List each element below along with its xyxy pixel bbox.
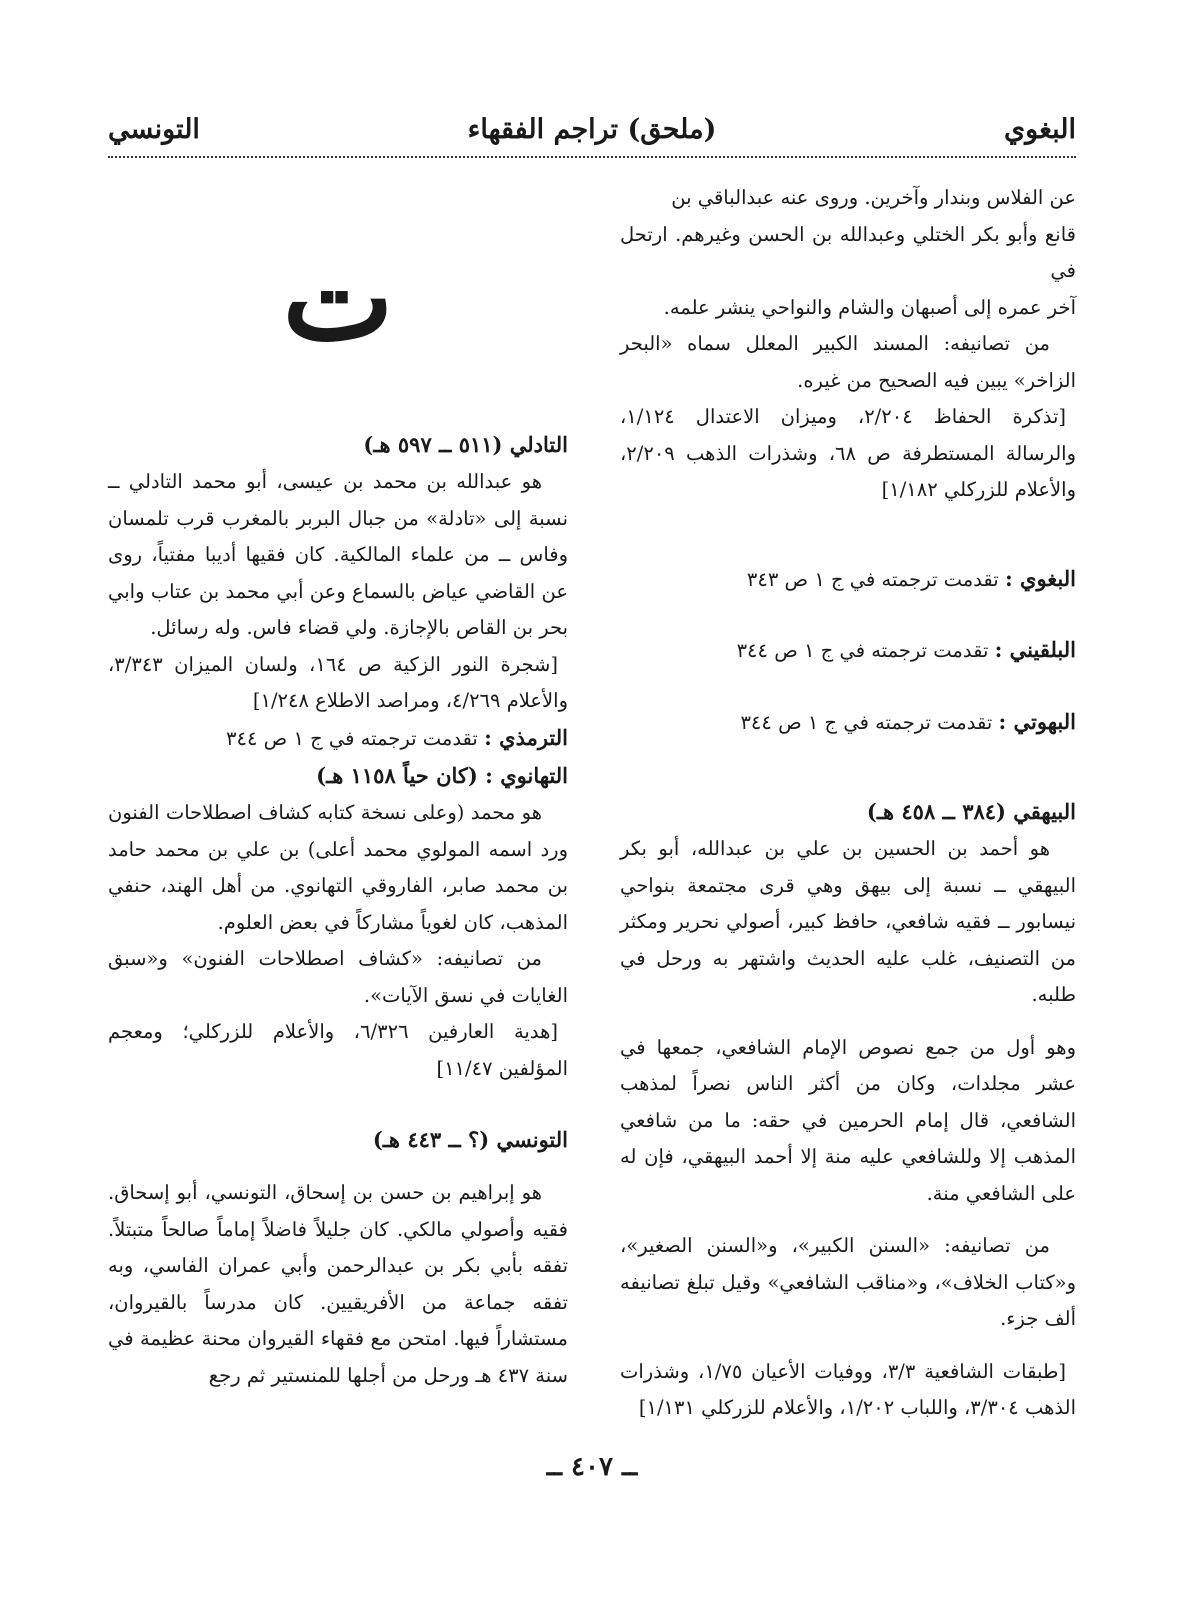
entry-name: البغوي : — [1004, 565, 1076, 591]
entry-paragraph: هو عبدالله بن محمد بن عيسى، أبو محمد التادلي ــ نسبة إلى «تادلة» من جبال البربر بالمغرب قرب تلمسان وفاس ــ من علماء المالكية. كان فقيها أديبا مفتياً، روى عن القاضي عياض بالسماع وعن أبي محمد بن عتاب وابي بحر بن القاص بالإجازة. ولي قضاء فاس. وله رسائل. — [108, 470, 568, 639]
cross-reference-buhuti — [620, 704, 1076, 742]
spacer — [620, 741, 1076, 793]
entry-name: الترمذي : — [484, 724, 568, 750]
spacer — [620, 598, 1076, 632]
entry-title-tahanawi: التهانوي : (كان حياً ١١٥٨ هـ) — [316, 763, 568, 788]
entry-paragraph: هو محمد (وعلى نسخة كتابه كشاف اصطلاحات الفنون ورد اسمه المولوي محمد أعلى) بن علي بن محمد حامد بن محمد صابر، الفاروقي التهانوي. من أهل الهند، حنفي المذهب، كان لغوياً مشاركاً في بعض العلوم. — [108, 801, 568, 934]
spacer — [620, 1338, 1076, 1354]
left-column — [108, 180, 568, 1394]
cross-reference-bulqini — [620, 632, 1076, 670]
entry-paragraph: وهو أول من جمع نصوص الإمام الشافعي، جمعها في عشر مجلدات، وكان من أكثر الناس نصراً لمذهب الشافعي، قال إمام الحرمين في حقه: ما من شافعي المذهب إلا وللشافعي عليه منة إلا أحمد البيهقي، فإن له على الشافعي منة. — [620, 1035, 1076, 1205]
header-right-name: البغوي — [1004, 114, 1076, 145]
continuation-line: قانع وأبو بكر الختلي وعبدالله بن الحسن وغيرهم. ارتحل في — [620, 222, 1076, 282]
entry-title-bayhaqi: البيهقي (٣٨٤ ــ ٤٥٨ هـ) — [866, 799, 1076, 824]
header-dotted-rule — [108, 156, 1076, 158]
spacer — [108, 1087, 568, 1121]
references-paragraph: [هدية العارفين ٦/٣٢٦، والأعلام للزركلي؛ ومعجم المؤلفين ١١/٤٧] — [108, 1020, 568, 1080]
continuation-line: عن الفلاس وبندار وآخرين. وروى عنه عبدالباقي بن — [671, 186, 1076, 209]
references-paragraph: [تذكرة الحفاظ ٢/٢٠٤، وميزان الاعتدال ١/١٢٤، والرسالة المستطرفة ص ٦٨، وشذرات الذهب ٢/٢٠٩، والأعلام للزركلي ١/١٨٢] — [620, 405, 1076, 501]
spacer — [620, 1014, 1076, 1030]
spacer — [620, 670, 1076, 704]
cross-reference-text: تقدمت ترجمته في ج ١ ص ٣٤٣ — [746, 567, 999, 591]
running-header — [108, 110, 1076, 150]
entry-name: البهوتي : — [998, 708, 1076, 734]
spacer — [620, 1212, 1076, 1228]
continuation-line: آخر عمره إلى أصبهان والشام والنواحي ينشر علمه. — [663, 295, 1076, 319]
references-paragraph: [طبقات الشافعية ٣/٣، ووفيات الأعيان ١/٧٥، وشذرات الذهب ٣/٣٠٤، واللباب ١/٢٠٢، والأعلام للزركلي ١/١٣١] — [620, 1359, 1076, 1419]
works-paragraph: من تصانيفه: المسند الكبير المعلل سماه «البحر الزاخر» يبين فيه الصحيح من غيره. — [620, 332, 1076, 392]
works-paragraph: من تصانيفه: «السنن الكبير»، و«السنن الصغير»، و«كتاب الخلاف»، و«مناقب الشافعي» وقيل تبلغ تصانيفه ألف جزء. — [620, 1234, 1076, 1330]
entry-paragraph: هو إبراهيم بن حسن بن إسحاق، التونسي، أبو إسحاق. فقيه وأصولي مالكي. كان جليلاً فاضلاً إماماً صالحاً متبتلاً. تفقه بأبي بكر بن عبدالرحمن وأبي عمران الفاسي، وبه تفقه جماعة من الأفريقيين. كان مدرساً بالقيروان، مستشاراً فيها. امتحن مع فقهاء القيروان محنة عظيمة في سنة ٤٣٧ هـ ورحل من أجلها للمنستير ثم رجع — [108, 1181, 568, 1387]
cross-reference-text: تقدمت ترجمته في ج ١ ص ٣٤٤ — [740, 710, 993, 734]
header-left-name: التونسي — [108, 114, 200, 145]
entry-title-tadili: التادلي (٥١١ ــ ٥٩٧ هـ) — [363, 432, 568, 457]
entry-paragraph: هو أحمد بن الحسين بن علي بن عبدالله، أبو بكر البيهقي ــ نسبة إلى بيهق وهي قرى مجتمعة بنواحي نيسابور ــ فقيه شافعي، حافظ كبير، أصولي نحرير ومكثر من التصنيف، غلب عليه الحديث واشتهر به ورحل في طلبه. — [620, 837, 1076, 1006]
page-number: ــ ٤٠٧ ــ — [546, 1452, 638, 1482]
entry-title-tunisi: التونسي (؟ ــ ٤٤٣ هـ) — [372, 1127, 568, 1152]
works-paragraph: من تصانيفه: «كشاف اصطلاحات الفنون» و«سبق الغايات في نسق الآيات». — [108, 947, 568, 1007]
spacer — [620, 509, 1076, 561]
header-title: (ملحق) تراجم الفقهاء — [467, 114, 717, 145]
cross-reference-tirmidhi — [108, 720, 568, 758]
right-column — [620, 180, 1076, 1427]
cross-reference-text: تقدمت ترجمته في ج ١ ص ٣٤٤ — [736, 639, 989, 662]
cross-reference-text: تقدمت ترجمته في ج ١ ص ٣٤٤ — [226, 726, 478, 750]
entry-name: البلقيني : — [994, 637, 1076, 662]
cross-reference-baghawi — [620, 561, 1076, 599]
spacer — [108, 1159, 568, 1175]
references-paragraph: [شجرة النور الزكية ص ١٦٤، ولسان الميزان ٣/٣٤٣، والأعلام ٤/٢٦٩، ومراصد الاطلاع ١/٢٤٨] — [108, 652, 568, 712]
section-letter: ت — [282, 228, 394, 367]
